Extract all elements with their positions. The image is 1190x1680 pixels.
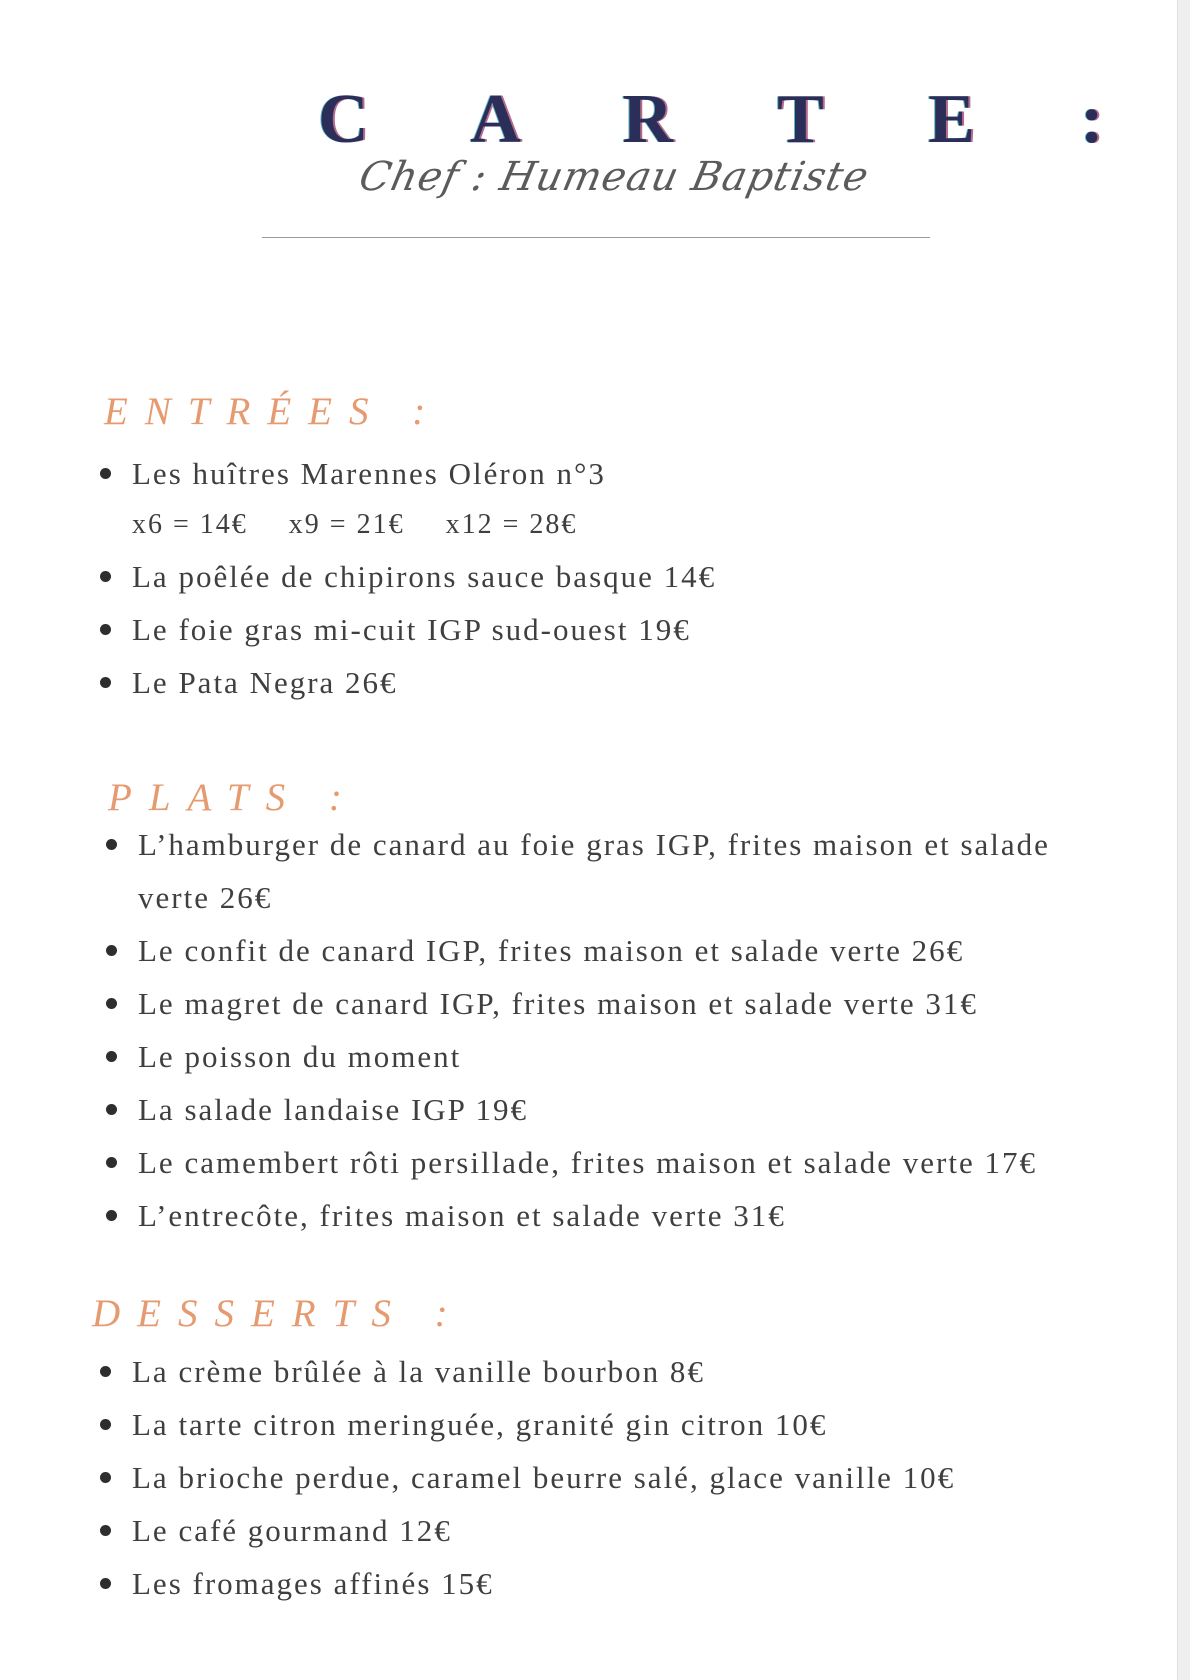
bullet-icon bbox=[106, 1157, 117, 1168]
bullet-icon bbox=[100, 1366, 111, 1377]
list-item bbox=[100, 1451, 955, 1504]
chef-signature bbox=[355, 142, 874, 232]
list-item bbox=[106, 818, 1050, 924]
item-label: Le confit de canard IGP, frites maison et salade verte 26€ bbox=[138, 933, 965, 968]
list-item bbox=[106, 924, 1050, 977]
header-divider bbox=[262, 237, 930, 238]
list-item bbox=[100, 447, 716, 500]
list-item bbox=[100, 656, 716, 709]
list-item bbox=[106, 1083, 1050, 1136]
item-label: Le poisson du moment bbox=[138, 1039, 462, 1074]
item-label: Les fromages affinés 15€ bbox=[132, 1566, 494, 1601]
price-x12: x12 = 28€ bbox=[445, 509, 578, 540]
item-label: La salade landaise IGP 19€ bbox=[138, 1092, 529, 1127]
item-label: La crème brûlée à la vanille bourbon 8€ bbox=[132, 1354, 705, 1389]
list-item bbox=[106, 1136, 1050, 1189]
bullet-icon bbox=[106, 1104, 117, 1115]
item-label: L’entrecôte, frites maison et salade verte 31€ bbox=[138, 1198, 786, 1233]
list-item bbox=[100, 1345, 955, 1398]
bullet-icon bbox=[100, 571, 111, 582]
bullet-icon bbox=[100, 1472, 111, 1483]
item-label-continued: verte 26€ bbox=[138, 880, 273, 915]
oyster-prices bbox=[100, 500, 716, 550]
bullet-icon bbox=[106, 1051, 117, 1062]
item-label: La poêlée de chipirons sauce basque 14€ bbox=[132, 559, 717, 594]
item-label: La brioche perdue, caramel beurre salé, glace vanille 10€ bbox=[132, 1460, 956, 1495]
bullet-icon bbox=[106, 1210, 117, 1221]
bullet-icon bbox=[100, 677, 111, 688]
list-item bbox=[100, 1557, 955, 1610]
price-x6: x6 = 14€ bbox=[132, 509, 248, 540]
bullet-icon bbox=[100, 624, 111, 635]
list-item bbox=[100, 603, 716, 656]
section-title-plats: PLATS : bbox=[108, 776, 359, 819]
page-edge bbox=[1177, 0, 1190, 1680]
list-item bbox=[106, 1030, 1050, 1083]
list-item bbox=[100, 550, 716, 603]
entrees-list bbox=[100, 447, 716, 709]
item-label: Les huîtres Marennes Oléron n°3 bbox=[132, 456, 606, 491]
item-label: L’hamburger de canard au foie gras IGP, frites maison et salade bbox=[138, 827, 1050, 862]
item-label: Le café gourmand 12€ bbox=[132, 1513, 452, 1548]
list-item bbox=[106, 977, 1050, 1030]
desserts-list bbox=[100, 1345, 955, 1610]
item-label: Le Pata Negra 26€ bbox=[132, 665, 398, 700]
plats-list bbox=[106, 818, 1050, 1242]
list-item bbox=[100, 1504, 955, 1557]
price-x9: x9 = 21€ bbox=[288, 509, 405, 540]
list-item bbox=[106, 1189, 1050, 1242]
section-title-entrees: ENTRÉES : bbox=[104, 390, 443, 433]
section-title-desserts: DESSERTS : bbox=[92, 1292, 465, 1335]
bullet-icon bbox=[106, 945, 117, 956]
list-item bbox=[100, 1398, 955, 1451]
item-label: Le magret de canard IGP, frites maison et salade verte 31€ bbox=[138, 986, 978, 1021]
item-label: Le camembert rôti persillade, frites maison et salade verte 17€ bbox=[138, 1145, 1037, 1180]
chef-name: Chef : Humeau Baptiste bbox=[355, 154, 874, 200]
bullet-icon bbox=[100, 1419, 111, 1430]
item-label: La tarte citron meringuée, granité gin citron 10€ bbox=[132, 1407, 828, 1442]
bullet-icon bbox=[100, 468, 111, 479]
bullet-icon bbox=[106, 839, 117, 850]
bullet-icon bbox=[106, 998, 117, 1009]
menu-title: C A R T E : bbox=[318, 80, 1148, 158]
item-label: Le foie gras mi-cuit IGP sud-ouest 19€ bbox=[132, 612, 691, 647]
bullet-icon bbox=[100, 1578, 111, 1589]
bullet-icon bbox=[100, 1525, 111, 1536]
